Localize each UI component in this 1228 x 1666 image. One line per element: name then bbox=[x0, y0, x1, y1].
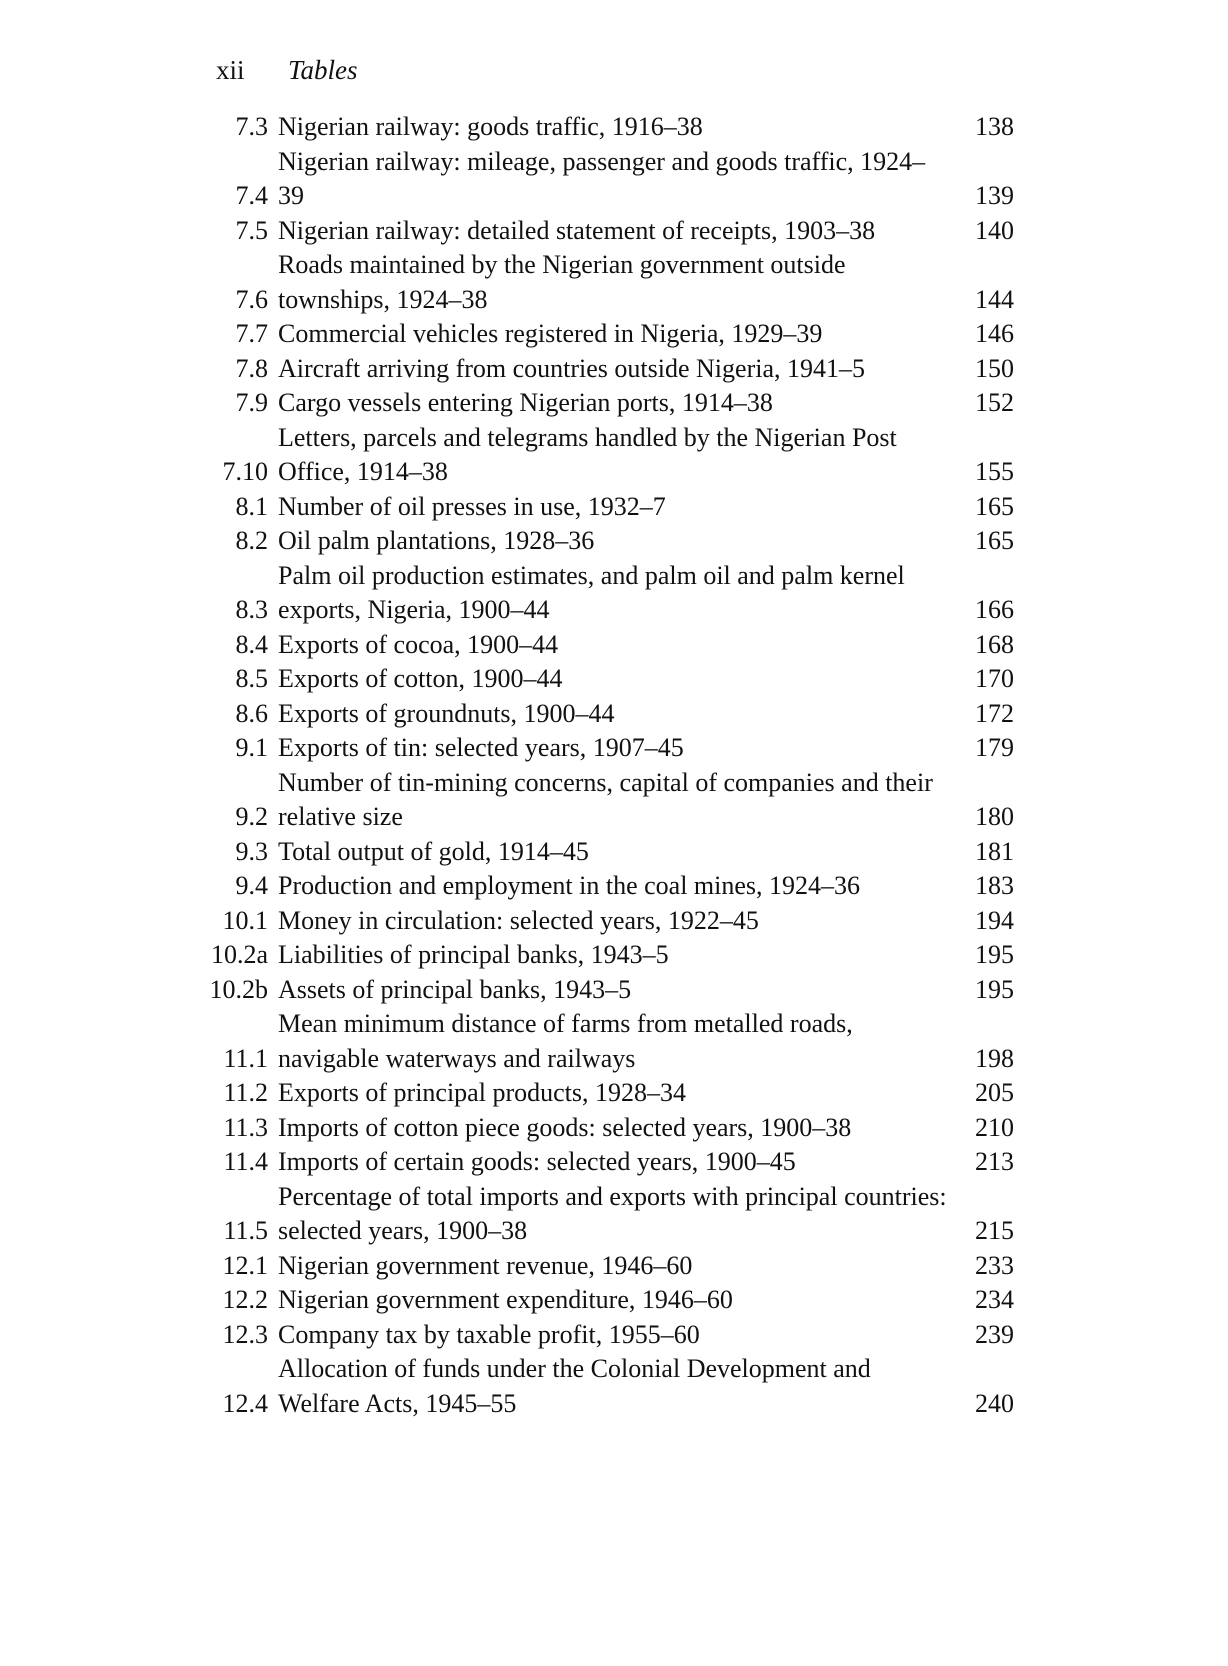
table-entry bbox=[196, 248, 1014, 317]
page-number: 144 bbox=[975, 284, 1014, 314]
table-title: Number of tin-mining concerns, capital of companies and their relative size bbox=[278, 767, 933, 831]
table-number: 10.2b bbox=[209, 974, 268, 1004]
table-number: 9.4 bbox=[235, 871, 268, 900]
table-entry bbox=[196, 731, 1014, 766]
table-title: Palm oil production estimates, and palm oil and palm kernel exports, Nigeria, 1900–44 bbox=[278, 560, 905, 624]
table-number: 9.3 bbox=[235, 836, 268, 866]
table-number: 12.3 bbox=[222, 1319, 268, 1349]
table-title: Nigerian railway: mileage, passenger and goods traffic, 1924–39 bbox=[278, 146, 926, 210]
table-title: Imports of certain goods: selected years, 1900–45 bbox=[278, 1147, 796, 1176]
page-number: 166 bbox=[975, 595, 1014, 624]
table-number: 7.3 bbox=[235, 112, 268, 141]
table-entry bbox=[196, 904, 1014, 939]
running-head-title: Tables bbox=[288, 55, 358, 85]
page-number: 213 bbox=[975, 1147, 1014, 1176]
page-number: 180 bbox=[975, 802, 1014, 831]
table-title: Company tax by taxable profit, 1955–60 bbox=[278, 1319, 700, 1349]
page-number: 138 bbox=[975, 112, 1014, 141]
table-entry bbox=[196, 869, 1014, 904]
table-title: Nigerian government expenditure, 1946–60 bbox=[278, 1285, 733, 1314]
table-title: Cargo vessels entering Nigerian ports, 1914–38 bbox=[278, 388, 773, 417]
page-number: 215 bbox=[975, 1216, 1014, 1245]
table-entry bbox=[196, 421, 1014, 490]
table-entry bbox=[196, 145, 1014, 214]
table-number: 11.5 bbox=[223, 1216, 268, 1245]
table-entry bbox=[196, 1352, 1014, 1421]
table-title: Allocation of funds under the Colonial Development and Welfare Acts, 1945–55 bbox=[278, 1354, 871, 1418]
table-number: 8.1 bbox=[235, 491, 268, 521]
table-number: 12.4 bbox=[222, 1388, 268, 1418]
page-number: 181 bbox=[975, 836, 1014, 866]
page-number: 233 bbox=[975, 1250, 1014, 1280]
table-list bbox=[196, 110, 1014, 1421]
table-title: Assets of principal banks, 1943–5 bbox=[278, 974, 632, 1004]
table-entry bbox=[196, 1007, 1014, 1076]
table-number: 8.3 bbox=[235, 595, 268, 624]
table-title: Aircraft arriving from countries outside Nigeria, 1941–5 bbox=[278, 353, 865, 383]
table-title: Exports of groundnuts, 1900–44 bbox=[278, 698, 615, 728]
table-number: 7.9 bbox=[235, 388, 268, 417]
page-number: 172 bbox=[975, 698, 1014, 728]
table-title: Number of oil presses in use, 1932–7 bbox=[278, 491, 666, 521]
page-number: 205 bbox=[975, 1078, 1014, 1107]
table-entry bbox=[196, 559, 1014, 628]
table-number: 7.10 bbox=[222, 457, 268, 486]
page-number: 183 bbox=[975, 871, 1014, 900]
table-entry bbox=[196, 524, 1014, 559]
page-number: 165 bbox=[975, 491, 1014, 521]
table-entry bbox=[196, 1318, 1014, 1353]
table-number: 11.4 bbox=[223, 1147, 268, 1176]
table-entry bbox=[196, 973, 1014, 1008]
table-number: 7.6 bbox=[235, 284, 268, 314]
table-entry bbox=[196, 1111, 1014, 1146]
table-title: Exports of tin: selected years, 1907–45 bbox=[278, 733, 684, 762]
table-entry bbox=[196, 628, 1014, 663]
table-title: Roads maintained by the Nigerian government outside townships, 1924–38 bbox=[278, 250, 846, 314]
table-number: 9.2 bbox=[235, 802, 268, 831]
table-entry bbox=[196, 352, 1014, 387]
page-number: 240 bbox=[975, 1388, 1014, 1418]
table-title: Production and employment in the coal mines, 1924–36 bbox=[278, 871, 861, 900]
page-number: 168 bbox=[975, 629, 1014, 659]
table-entry bbox=[196, 490, 1014, 525]
table-title: Mean minimum distance of farms from metalled roads, navigable waterways and railways bbox=[278, 1009, 853, 1073]
table-number: 8.6 bbox=[235, 698, 268, 728]
page-number: 234 bbox=[975, 1285, 1014, 1314]
table-title: Exports of principal products, 1928–34 bbox=[278, 1078, 686, 1107]
table-entry bbox=[196, 662, 1014, 697]
page-number: 155 bbox=[975, 457, 1014, 486]
table-entry bbox=[196, 697, 1014, 732]
table-title: Liabilities of principal banks, 1943–5 bbox=[278, 940, 669, 969]
table-entry bbox=[196, 1249, 1014, 1284]
table-entry bbox=[196, 1145, 1014, 1180]
page-number: 179 bbox=[975, 733, 1014, 762]
table-entry bbox=[196, 386, 1014, 421]
page-number: 210 bbox=[975, 1112, 1014, 1142]
table-number: 10.2a bbox=[210, 940, 268, 969]
page-number: 150 bbox=[975, 353, 1014, 383]
table-title: Percentage of total imports and exports with principal countries: selected years, 1900–38 bbox=[278, 1181, 947, 1245]
table-title: Nigerian railway: detailed statement of receipts, 1903–38 bbox=[278, 215, 876, 245]
page-number: 140 bbox=[975, 215, 1014, 245]
page-number: 194 bbox=[975, 905, 1014, 935]
table-title: Oil palm plantations, 1928–36 bbox=[278, 526, 595, 555]
table-number: 7.4 bbox=[235, 181, 268, 210]
table-number: 8.5 bbox=[235, 664, 268, 693]
table-number: 12.1 bbox=[222, 1250, 268, 1280]
table-entry bbox=[196, 1180, 1014, 1249]
table-number: 10.1 bbox=[222, 905, 268, 935]
table-entry bbox=[196, 110, 1014, 145]
table-title: Letters, parcels and telegrams handled by the Nigerian Post Office, 1914–38 bbox=[278, 422, 897, 486]
table-number: 7.8 bbox=[235, 353, 268, 383]
table-number: 8.2 bbox=[235, 526, 268, 555]
page-number: 170 bbox=[975, 664, 1014, 693]
table-number: 11.1 bbox=[223, 1043, 268, 1073]
table-title: Commercial vehicles registered in Nigeria, 1929–39 bbox=[278, 319, 823, 348]
page-number: 139 bbox=[975, 181, 1014, 210]
table-entry bbox=[196, 835, 1014, 870]
table-entry bbox=[196, 766, 1014, 835]
page-number: 146 bbox=[975, 319, 1014, 348]
table-entry bbox=[196, 1283, 1014, 1318]
page-folio: xii bbox=[216, 55, 245, 85]
table-title: Nigerian government revenue, 1946–60 bbox=[278, 1250, 693, 1280]
page-number: 195 bbox=[975, 974, 1014, 1004]
table-number: 8.4 bbox=[235, 629, 268, 659]
table-title: Total output of gold, 1914–45 bbox=[278, 836, 589, 866]
page-number: 152 bbox=[975, 388, 1014, 417]
page-number: 239 bbox=[975, 1319, 1014, 1349]
table-title: Money in circulation: selected years, 1922–45 bbox=[278, 905, 759, 935]
table-title: Nigerian railway: goods traffic, 1916–38 bbox=[278, 112, 703, 141]
table-number: 7.5 bbox=[235, 215, 268, 245]
page-number: 195 bbox=[975, 940, 1014, 969]
table-entry bbox=[196, 214, 1014, 249]
table-entry bbox=[196, 317, 1014, 352]
table-number: 12.2 bbox=[222, 1285, 268, 1314]
running-head bbox=[216, 52, 358, 88]
table-number: 7.7 bbox=[235, 319, 268, 348]
table-title: Exports of cocoa, 1900–44 bbox=[278, 629, 559, 659]
table-title: Imports of cotton piece goods: selected years, 1900–38 bbox=[278, 1112, 852, 1142]
table-number: 9.1 bbox=[235, 733, 268, 762]
table-number: 11.3 bbox=[223, 1112, 268, 1142]
page-number: 198 bbox=[975, 1043, 1014, 1073]
table-title: Exports of cotton, 1900–44 bbox=[278, 664, 563, 693]
page-number: 165 bbox=[975, 526, 1014, 555]
table-number: 11.2 bbox=[223, 1078, 268, 1107]
table-entry bbox=[196, 938, 1014, 973]
table-entry bbox=[196, 1076, 1014, 1111]
